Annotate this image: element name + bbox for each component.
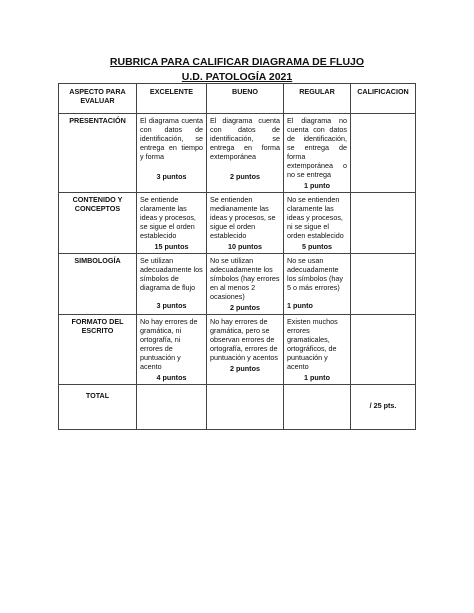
points-label: 2 puntos xyxy=(230,303,260,312)
table-row xyxy=(59,315,416,385)
bueno-cell xyxy=(207,114,284,193)
calificacion-cell xyxy=(351,254,416,315)
total-excelente-cell xyxy=(137,385,207,430)
total-row xyxy=(59,385,416,430)
total-calificacion-cell xyxy=(351,385,416,430)
header-bueno: BUENO xyxy=(207,84,284,114)
points-label: 15 puntos xyxy=(154,242,189,251)
table-row xyxy=(59,114,416,193)
table-row xyxy=(59,254,416,315)
criterion-text: No hay errores de gramática, ni ortografía, ni errores de puntuación y acento xyxy=(140,317,198,371)
points-label: 3 puntos xyxy=(156,301,187,310)
excelente-cell xyxy=(137,315,207,385)
criterion-text: No se entienden claramente las ideas y procesos, ni se sigue el orden establecido xyxy=(287,195,344,240)
criterion-text: No se utilizan adecuadamente los símbolos (hay errores en al menos 2 ocasiones) xyxy=(210,256,280,301)
criterion-text: Se entiende claramente las ideas y procesos, se sigue el orden establecido xyxy=(140,195,196,240)
aspect-cell: SIMBOLOGÍA xyxy=(59,254,137,315)
calificacion-cell xyxy=(351,193,416,254)
regular-cell xyxy=(284,254,351,315)
criterion-text: Se utilizan adecuadamente los símbolos de diagrama de flujo xyxy=(140,256,203,292)
bueno-cell xyxy=(207,254,284,315)
points-label: 2 puntos xyxy=(230,364,260,373)
rubric-table xyxy=(58,83,416,430)
points-label: 1 punto xyxy=(287,301,313,310)
aspect-cell: PRESENTACIÓN xyxy=(59,114,137,193)
criterion-text: El diagrama no cuenta con datos de identificación, se entrega de forma extemporánea o no se entrega xyxy=(287,116,347,179)
total-bueno-cell xyxy=(207,385,284,430)
bueno-cell xyxy=(207,315,284,385)
criterion-text: El diagrama cuenta con datos de identificación, se entrega en tiempo y forma xyxy=(140,116,203,161)
criterion-text: El diagrama cuenta con datos de identificación, se entrega en forma extemporánea xyxy=(210,116,280,161)
bueno-cell xyxy=(207,193,284,254)
criterion-text: Existen muchos errores gramaticales, ortográficos, de puntuación y acento xyxy=(287,317,338,371)
header-calificacion: CALIFICACION xyxy=(351,84,416,114)
header-row xyxy=(59,84,416,114)
total-label: TOTAL xyxy=(59,385,137,430)
regular-cell xyxy=(284,114,351,193)
total-regular-cell xyxy=(284,385,351,430)
header-excelente: EXCELENTE xyxy=(137,84,207,114)
header-regular: REGULAR xyxy=(284,84,351,114)
points-label: 1 punto xyxy=(304,181,330,190)
points-label: 5 puntos xyxy=(302,242,332,251)
regular-cell xyxy=(284,315,351,385)
document-subtitle: U.D. PATOLOGÍA 2021 xyxy=(181,71,293,83)
excelente-cell xyxy=(137,254,207,315)
aspect-cell: CONTENIDO Y CONCEPTOS xyxy=(59,193,137,254)
points-label: 2 puntos xyxy=(230,172,260,181)
points-label: 1 punto xyxy=(304,373,330,382)
excelente-cell xyxy=(137,193,207,254)
aspect-cell: FORMATO DEL ESCRITO xyxy=(59,315,137,385)
points-label: 3 puntos xyxy=(156,172,187,181)
table-row xyxy=(59,193,416,254)
criterion-text: No se usan adecuadamente los símbolos (hay 5 o más errores) xyxy=(287,256,343,292)
calificacion-cell xyxy=(351,114,416,193)
regular-cell xyxy=(284,193,351,254)
document-title: RUBRICA PARA CALIFICAR DIAGRAMA DE FLUJO xyxy=(109,56,365,68)
points-label: 4 puntos xyxy=(156,373,187,382)
total-score: / 25 pts. xyxy=(369,401,397,410)
header-aspecto: ASPECTO PARA EVALUAR xyxy=(59,84,137,114)
points-label: 10 puntos xyxy=(228,242,262,251)
calificacion-cell xyxy=(351,315,416,385)
criterion-text: Se entienden medianamente las ideas y procesos, se sigue el orden establecido xyxy=(210,195,276,240)
excelente-cell xyxy=(137,114,207,193)
criterion-text: No hay errores de gramática, pero se observan errores de ortografía, errores de puntuación y acentos xyxy=(210,317,278,362)
